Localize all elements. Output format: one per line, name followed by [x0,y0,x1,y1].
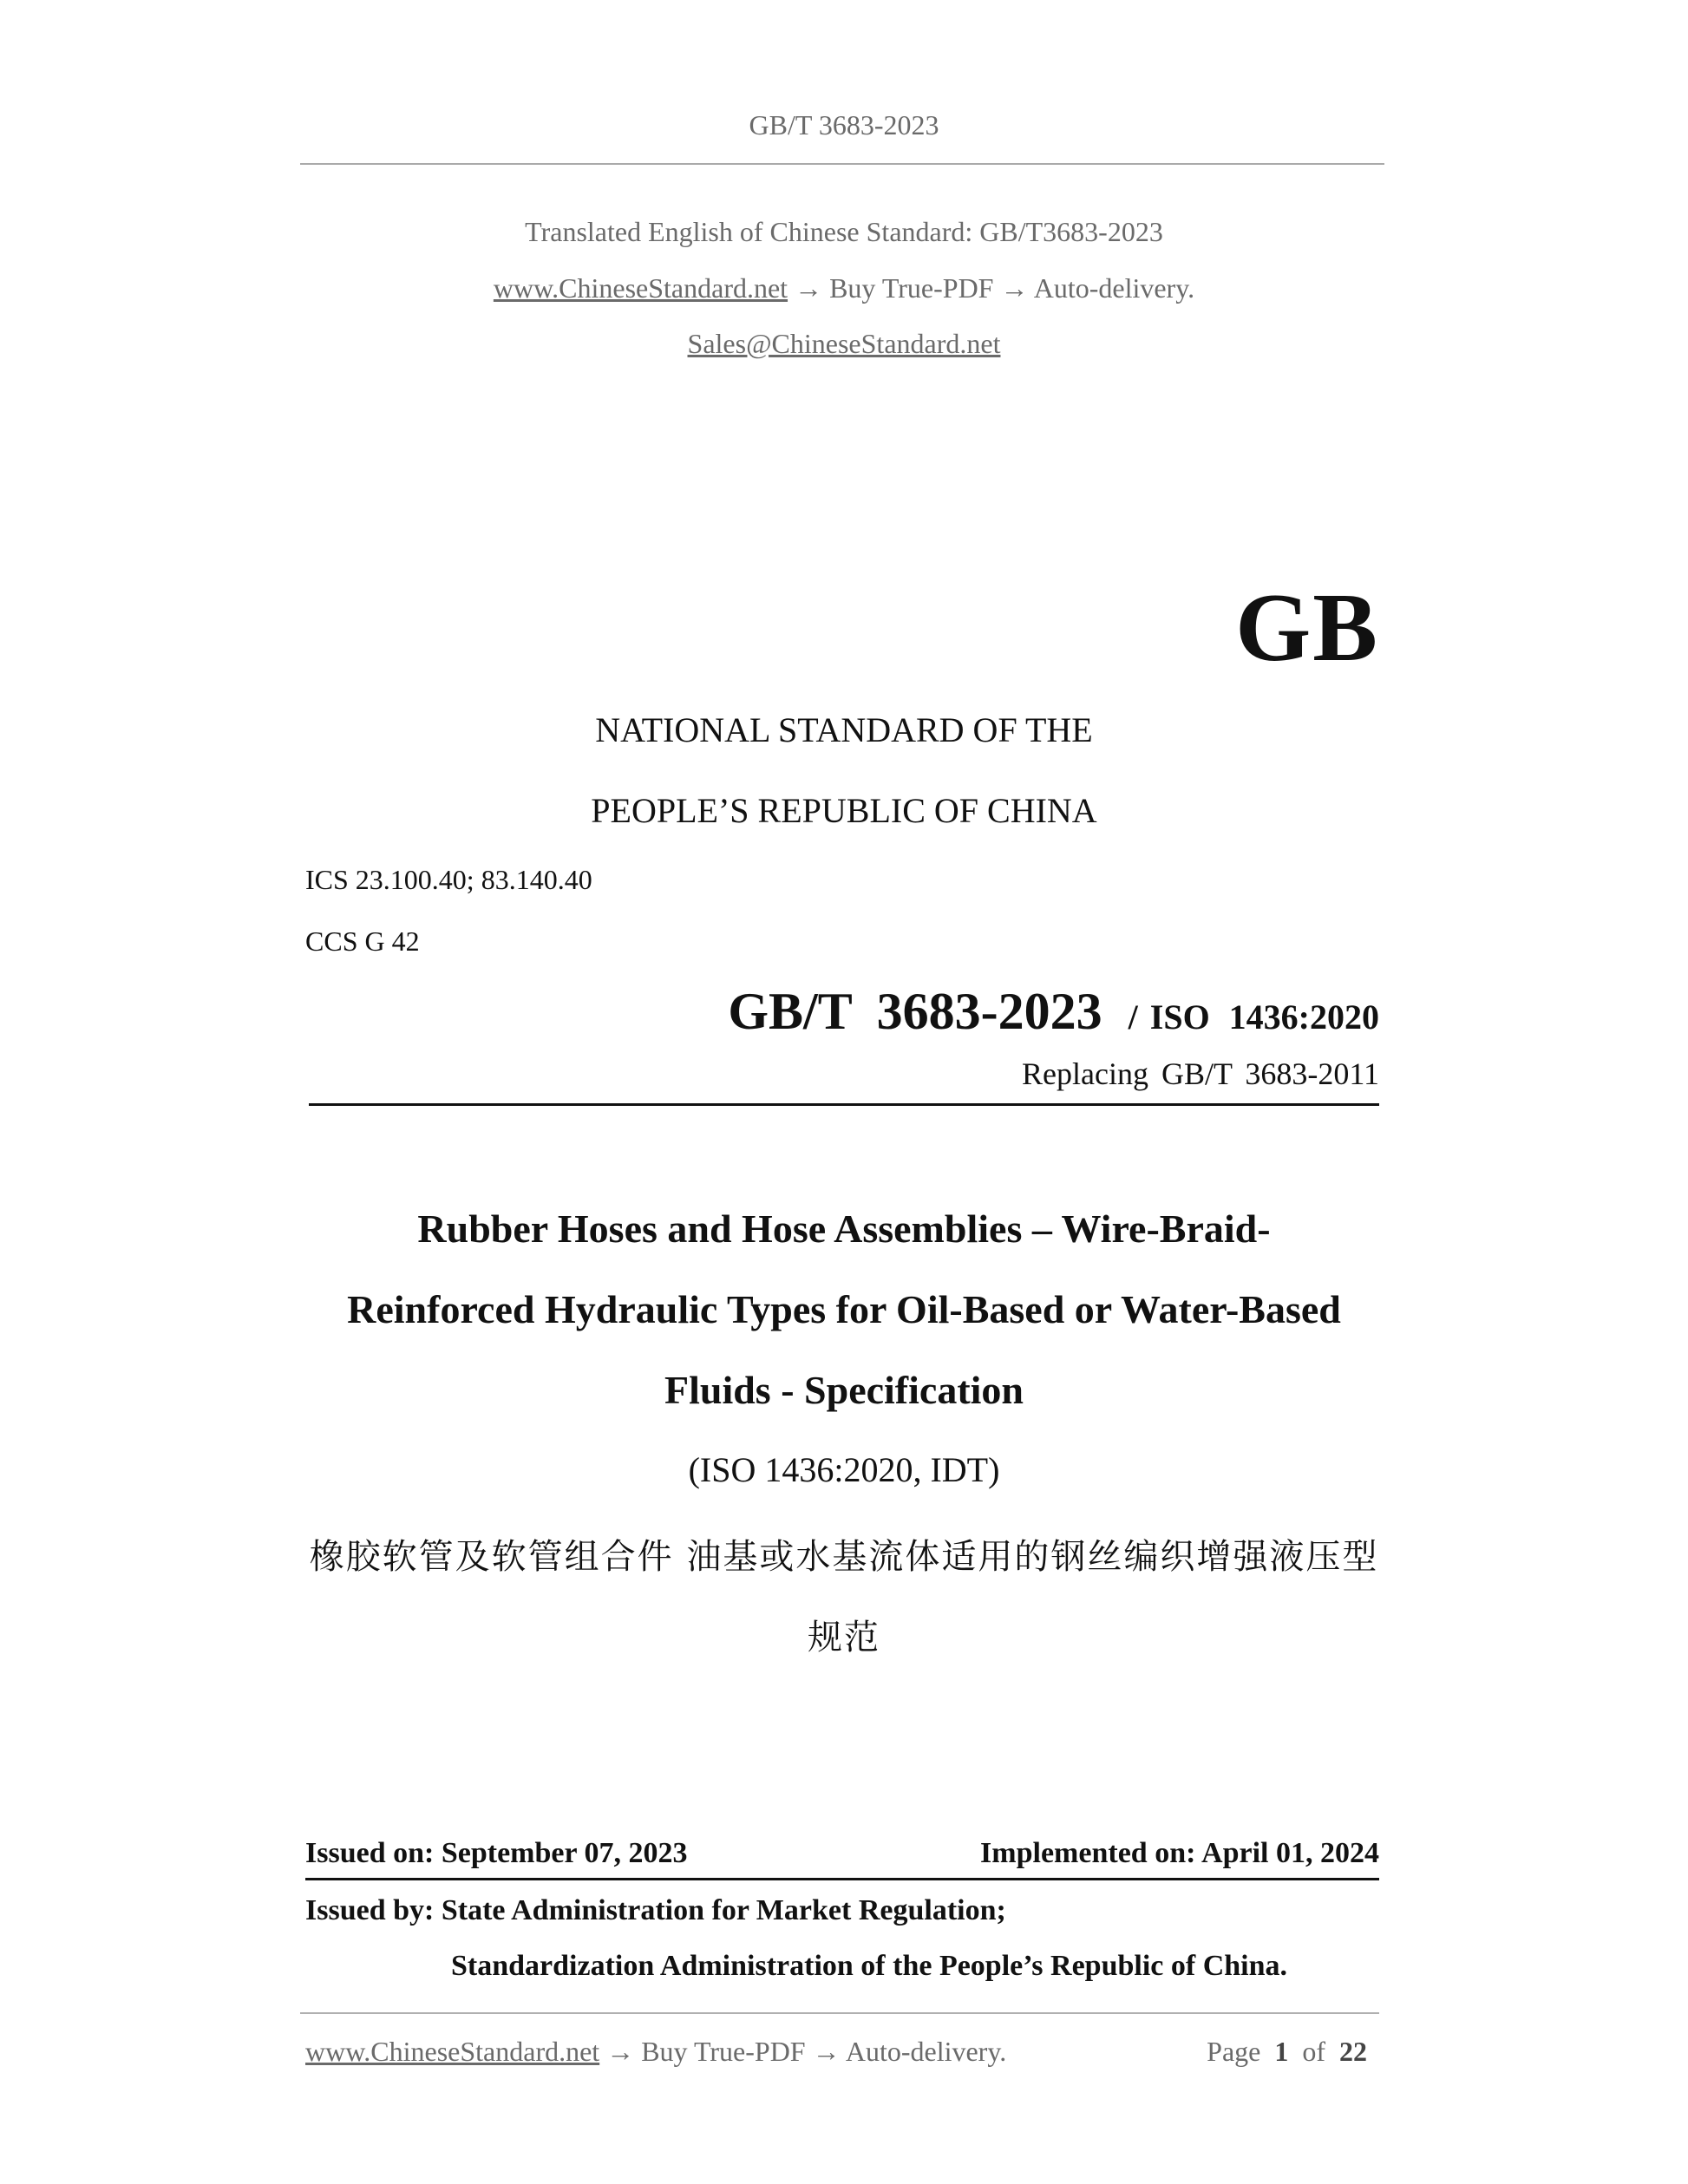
replacing-note: Replacing GB/T 3683-2011 [1022,1056,1379,1091]
gb-logo: GB [1235,574,1379,682]
document-title-line-2: Reinforced Hydraulic Types for Oil-Based or Water-Based [347,1287,1341,1331]
national-standard-line-2: PEOPLE’S REPUBLIC OF CHINA [591,791,1097,830]
page-label: Page [1207,2036,1261,2067]
running-header: GB/T 3683-2023 [749,109,939,141]
iso-code: ISO 1436:2020 [1149,997,1379,1036]
document-title-line-1: Rubber Hoses and Hose Assemblies – Wire-Braid- [417,1206,1271,1251]
translated-notice: Translated English of Chinese Standard: GB/T3683-2023 [525,216,1163,247]
document-title-line-3: Fluids - Specification [664,1368,1024,1412]
standard-code: GB/T 3683-2023 [728,983,1102,1040]
of-label: of [1302,2036,1325,2067]
code-separator: / [1128,997,1138,1036]
chinese-title-line-2: 规范 [808,1618,880,1658]
ics-code: ICS 23.100.40; 83.140.40 [305,864,592,895]
page-number: 1 [1274,2036,1289,2067]
code-divider [309,1103,1379,1106]
site-link[interactable]: www.ChineseStandard.net [493,272,788,304]
issued-on-date: Issued on: September 07, 2023 [305,1837,688,1869]
national-standard-line-1: NATIONAL STANDARD OF THE [595,710,1093,749]
issued-by-line-2: Standardization Administration of the People’s Republic of China. [451,1950,1288,1982]
footer-site-link[interactable]: www.ChineseStandard.net [305,2036,600,2067]
buy-line [0,272,1688,304]
standard-code-block [728,982,1379,1042]
issue-divider [305,1878,1379,1880]
total-pages: 22 [1339,2036,1367,2067]
header-divider [300,163,1384,165]
page-indicator [1207,2036,1367,2068]
chinese-title-line-1: 橡胶软管及软管组合件 油基或水基流体适用的钢丝编织增强液压型 [309,1537,1379,1577]
ccs-code: CCS G 42 [305,925,420,957]
footer-divider [300,2012,1379,2014]
sales-line [0,328,1688,360]
footer-buy-line [305,2036,1006,2068]
buy-text: → Buy True-PDF → Auto-delivery. [788,272,1195,304]
sales-email-link[interactable]: Sales@ChineseStandard.net [687,328,1001,359]
footer-buy-text: → Buy True-PDF → Auto-delivery. [599,2036,1007,2067]
issued-by-line-1: Issued by: State Administration for Market Regulation; [305,1894,1006,1926]
iso-idt-note: (ISO 1436:2020, IDT) [688,1450,1000,1489]
implemented-on-date: Implemented on: April 01, 2024 [980,1837,1379,1869]
